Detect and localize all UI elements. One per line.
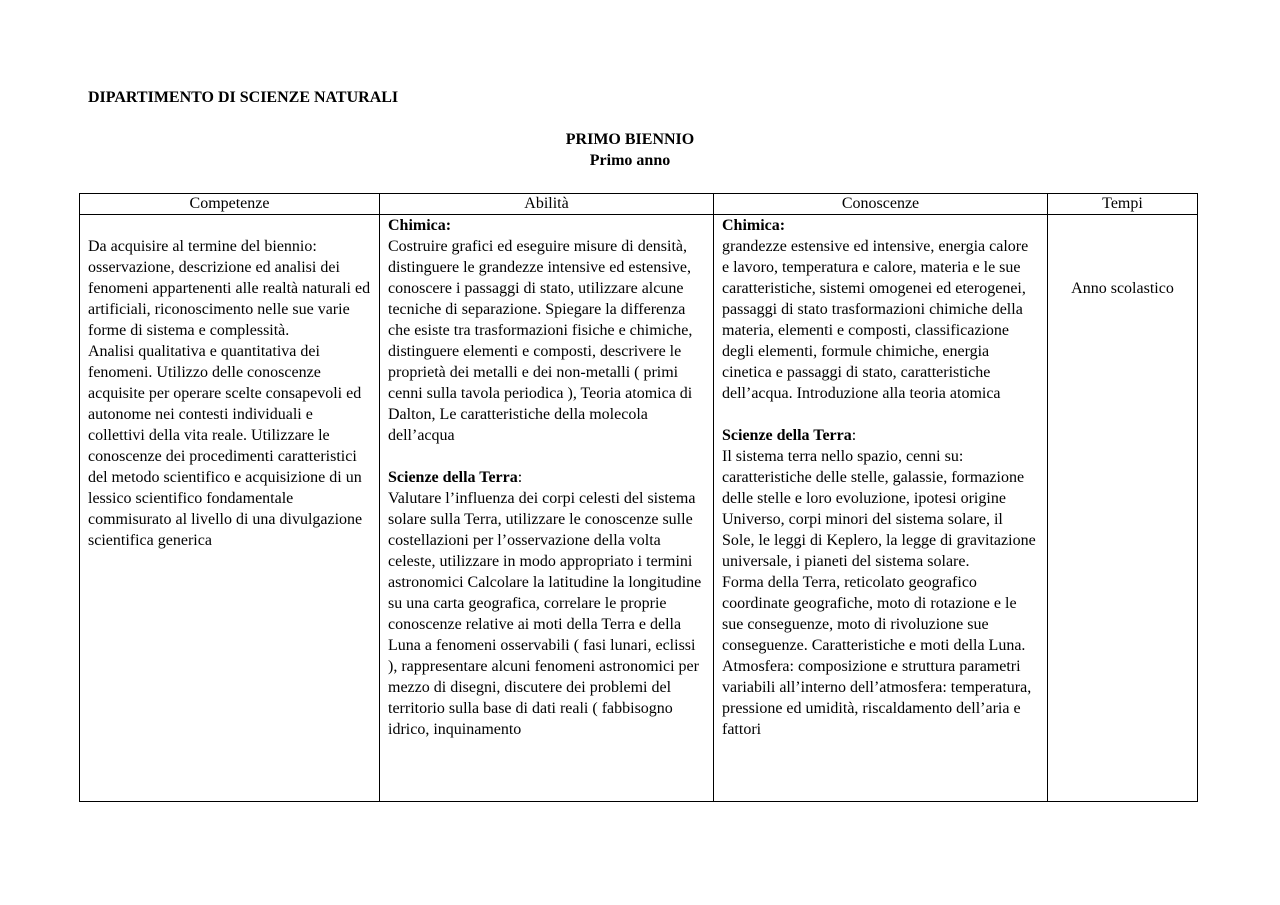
- conoscenze-terra-colon: :: [851, 427, 857, 444]
- conoscenze-terra-heading: [722, 425, 1039, 446]
- abilita-terra-heading: [388, 467, 705, 488]
- curriculum-table: [79, 193, 1198, 802]
- cell-competenze: [80, 215, 380, 802]
- conoscenze-terra-text-1: Il sistema terra nello spazio, cenni su: caratteristiche delle stelle, galassie, formazione delle stelle e loro evoluzione, ipotesi origine Universo, corpi minori del sistema solare, il Sole, le leggi di Keplero, la legge di gravitazione universale, i pianeti del sistema solare.: [722, 448, 1036, 570]
- abilita-chimica-text: Costruire grafici ed eseguire misure di densità, distinguere le grandezze intensive ed estensive, conoscere i passaggi di stato, utilizzare alcune tecniche di separazione. Spiegare la differenza che esiste tra trasformazioni fisiche e chimiche, distinguere elementi e composti, descrivere le proprietà dei metalli e dei non-metalli ( primi cenni sulla tavola periodica ), Teoria atomica di Dalton, Le caratteristiche della molecola dell’acqua: [388, 238, 693, 444]
- header-conoscenze: Conoscenze: [714, 194, 1048, 215]
- conoscenze-terra-text-3: Atmosfera: composizione e struttura parametri variabili all’interno dell’atmosfera: temperatura, pressione ed umidità, riscaldamento dell’aria e fattori: [722, 658, 1032, 738]
- conoscenze-chimica-title: Chimica:: [722, 217, 786, 234]
- cell-tempi: [1048, 215, 1198, 802]
- heading-biennio: PRIMO BIENNIO: [565, 131, 695, 148]
- abilita-terra-title: Scienze della Terra: [388, 469, 518, 486]
- competenze-para-2: Analisi qualitativa e quantitativa dei fenomeni. Utilizzo delle conoscenze acquisite per operare scelte consapevoli ed autonome nei contesti individuali e collettivi della vita reale. Utilizzare le conoscenze dei procedimenti caratteristici del metodo scientifico e acquisizione di un lessico scientifico fondamentale commisurato al livello di una divulgazione scientifica generica: [88, 343, 363, 549]
- conoscenze-chimica-text: grandezze estensive ed intensive, energia calore e lavoro, temperatura e calore, materia e le sue caratteristiche, sistemi omogenei ed eterogenei, passaggi di stato trasformazioni chimiche della materia, elementi e composti, classificazione degli elementi, formule chimiche, energia cinetica e passaggi di stato, caratteristiche dell’acqua. Introduzione alla teoria atomica: [722, 238, 1029, 402]
- competenze-para-1: Da acquisire al termine del biennio: osservazione, descrizione ed analisi dei fenomeni appartenenti alle realtà naturali ed artificiali, riconoscimento nelle sue varie forme di sistema e complessità.: [88, 238, 371, 339]
- department-title: DIPARTIMENTO DI SCIENZE NATURALI: [88, 89, 399, 106]
- abilita-terra-text: Valutare l’influenza dei corpi celesti del sistema solare sulla Terra, utilizzare le conoscenze sulle costellazioni per l’osservazione della volta celeste, utilizzare in modo appropriato i termini astronomici Calcolare la latitudine la longitudine su una carta geografica, correlare le proprie conoscenze relative ai moti della Terra e della Luna a fenomeni osservabili ( fasi lunari, eclissi ), rappresentare alcuni fenomeni astronomici per mezzo di disegni, discutere dei problemi del territorio sulla base di dati reali ( fabbisogno idrico, inquinamento: [388, 490, 702, 738]
- conoscenze-terra-text-2: Forma della Terra, reticolato geografico coordinate geografiche, moto di rotazione e le sue conseguenze, moto di rivoluzione sue conseguenze. Caratteristiche e moti della Luna.: [722, 574, 1026, 654]
- table-header-row: [80, 194, 1198, 215]
- tempi-value: Anno scolastico: [1071, 280, 1174, 297]
- cell-conoscenze: [714, 215, 1048, 802]
- header-abilita: Abilità: [380, 194, 714, 215]
- conoscenze-terra-title: Scienze della Terra: [722, 427, 852, 444]
- header-competenze: Competenze: [80, 194, 380, 215]
- heading-year: Primo anno: [589, 152, 671, 169]
- abilita-terra-colon: :: [517, 469, 523, 486]
- abilita-chimica-title: Chimica:: [388, 217, 452, 234]
- cell-abilita: [380, 215, 714, 802]
- table-row: [80, 215, 1198, 802]
- header-tempi: Tempi: [1048, 194, 1198, 215]
